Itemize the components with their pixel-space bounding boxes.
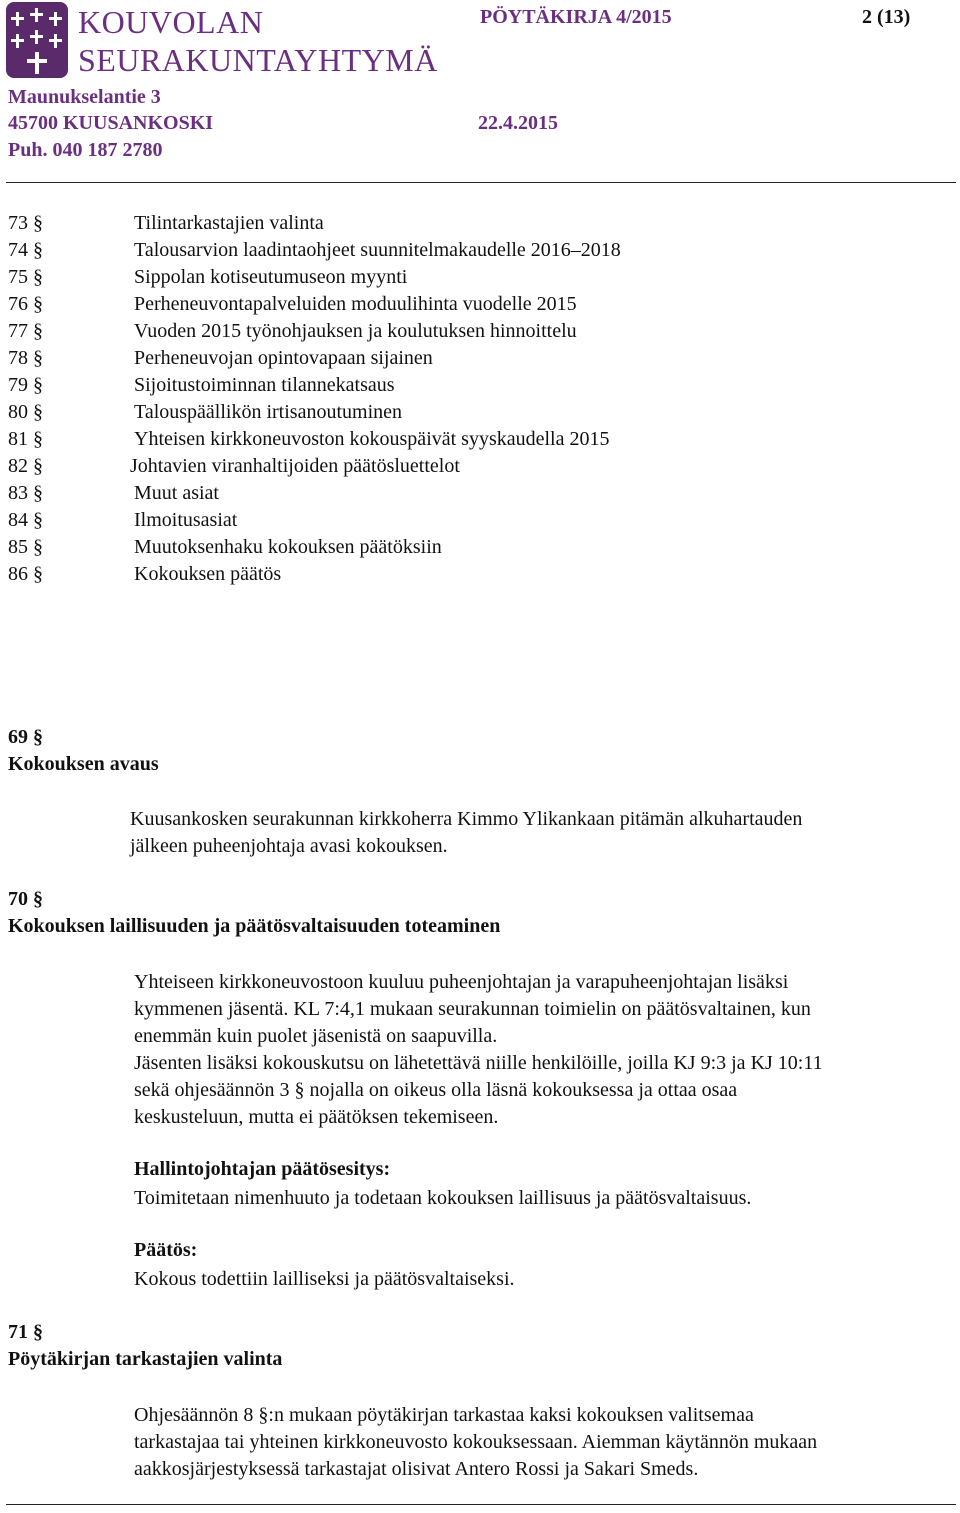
organization-name-line2: SEURAKUNTAYHTYMÄ [78, 42, 438, 78]
decision-label: Päätös: [134, 1239, 198, 1261]
organization-name-line1: KOUVOLAN [78, 4, 264, 40]
section-title: Kokouksen laillisuuden ja päätösvaltaisuuden toteaminen [8, 915, 501, 937]
agenda-item-title: Sijoitustoiminnan tilannekatsaus [134, 374, 395, 396]
document-title: PÖYTÄKIRJA 4/2015 [480, 6, 672, 28]
section-body-line: Jäsenten lisäksi kokouskutsu on lähetettävä niille henkilöille, joilla KJ 9:3 ja KJ 10:11 [134, 1052, 823, 1074]
agenda-item-title: Perheneuvontapalveluiden moduulihinta vuodelle 2015 [134, 293, 577, 315]
address-postal: 45700 KUUSANKOSKI [8, 112, 214, 134]
section-body-line: enemmän kuin puolet jäsenistä on saapuvilla. [134, 1025, 498, 1047]
proposal-text: Toimitetaan nimenhuuto ja todetaan kokouksen laillisuus ja päätösvaltaisuus. [134, 1187, 752, 1209]
agenda-item-title: Kokouksen päätös [134, 563, 282, 585]
page-number: 2 (13) [862, 6, 911, 28]
decision-text: Kokous todettiin lailliseksi ja päätösvaltaiseksi. [134, 1268, 515, 1290]
section-number: 70 § [8, 888, 43, 910]
meeting-date: 22.4.2015 [478, 112, 558, 134]
section-title: Pöytäkirjan tarkastajien valinta [8, 1348, 283, 1370]
agenda-item-number: 84 § [8, 509, 43, 531]
agenda-item-number: 83 § [8, 482, 43, 504]
agenda-item-number: 76 § [8, 293, 43, 315]
agenda-item-title: Sippolan kotiseutumuseon myynti [134, 266, 408, 288]
section-body-line: sekä ohjesäännön 3 § nojalla on oikeus olla läsnä kokouksessa ja ottaa osaa [134, 1079, 738, 1101]
section-number: 71 § [8, 1321, 43, 1343]
agenda-item-number: 78 § [8, 347, 43, 369]
agenda-item-title: Muutoksenhaku kokouksen päätöksiin [134, 536, 442, 558]
agenda-item-number: 75 § [8, 266, 43, 288]
proposal-label: Hallintojohtajan päätösesitys: [134, 1158, 391, 1180]
agenda-item-number: 77 § [8, 320, 43, 342]
crosses-emblem-icon [6, 2, 68, 78]
section-body-line: Ohjesäännön 8 §:n mukaan pöytäkirjan tarkastaa kaksi kokouksen valitsemaa [134, 1404, 754, 1426]
section-body-line: keskusteluun, mutta ei päätöksen tekemiseen. [134, 1106, 499, 1128]
section-title: Kokouksen avaus [8, 753, 159, 775]
section-body-line: jälkeen puheenjohtaja avasi kokouksen. [130, 835, 448, 857]
agenda-item-number: 80 § [8, 401, 43, 423]
agenda-item-number: 86 § [8, 563, 43, 585]
agenda-item-number: 81 § [8, 428, 43, 450]
section-body-line: Kuusankosken seurakunnan kirkkoherra Kimmo Ylikankaan pitämän alkuhartauden [130, 808, 803, 830]
agenda-item-number: 82 § [8, 455, 43, 477]
section-body-line: Yhteiseen kirkkoneuvostoon kuuluu puheenjohtajan ja varapuheenjohtajan lisäksi [134, 971, 789, 993]
agenda-item-number: 73 § [8, 212, 43, 234]
section-number: 69 § [8, 726, 43, 748]
agenda-item-number: 74 § [8, 239, 43, 261]
phone-number: Puh. 040 187 2780 [8, 139, 163, 161]
agenda-item-title: Yhteisen kirkkoneuvoston kokouspäivät syyskaudella 2015 [134, 428, 610, 450]
organization-logo [6, 2, 68, 78]
agenda-item-title: Talouspäällikön irtisanoutuminen [134, 401, 402, 423]
agenda-item-number: 85 § [8, 536, 43, 558]
agenda-item-title: Muut asiat [134, 482, 219, 504]
agenda-item-title: Johtavien viranhaltijoiden päätösluettelot [130, 455, 460, 477]
section-body-line: tarkastajaa tai yhteinen kirkkoneuvosto kokouksessaan. Aiemman käytännön mukaan [134, 1431, 818, 1453]
agenda-item-title: Ilmoitusasiat [134, 509, 238, 531]
address-street: Maunukselantie 3 [8, 86, 161, 108]
agenda-item-title: Perheneuvojan opintovapaan sijainen [134, 347, 433, 369]
agenda-item-title: Tilintarkastajien valinta [134, 212, 324, 234]
header-divider [6, 182, 956, 183]
agenda-item-title: Vuoden 2015 työnohjauksen ja koulutuksen hinnoittelu [134, 320, 577, 342]
agenda-item-number: 79 § [8, 374, 43, 396]
section-body-line: aakkosjärjestyksessä tarkastajat olisivat Antero Rossi ja Sakari Smeds. [134, 1458, 699, 1480]
section-body-line: kymmenen jäsentä. KL 7:4,1 mukaan seurakunnan toimielin on päätösvaltainen, kun [134, 998, 811, 1020]
footer-divider [6, 1504, 956, 1505]
agenda-item-title: Talousarvion laadintaohjeet suunnitelmakaudelle 2016–2018 [134, 239, 621, 261]
